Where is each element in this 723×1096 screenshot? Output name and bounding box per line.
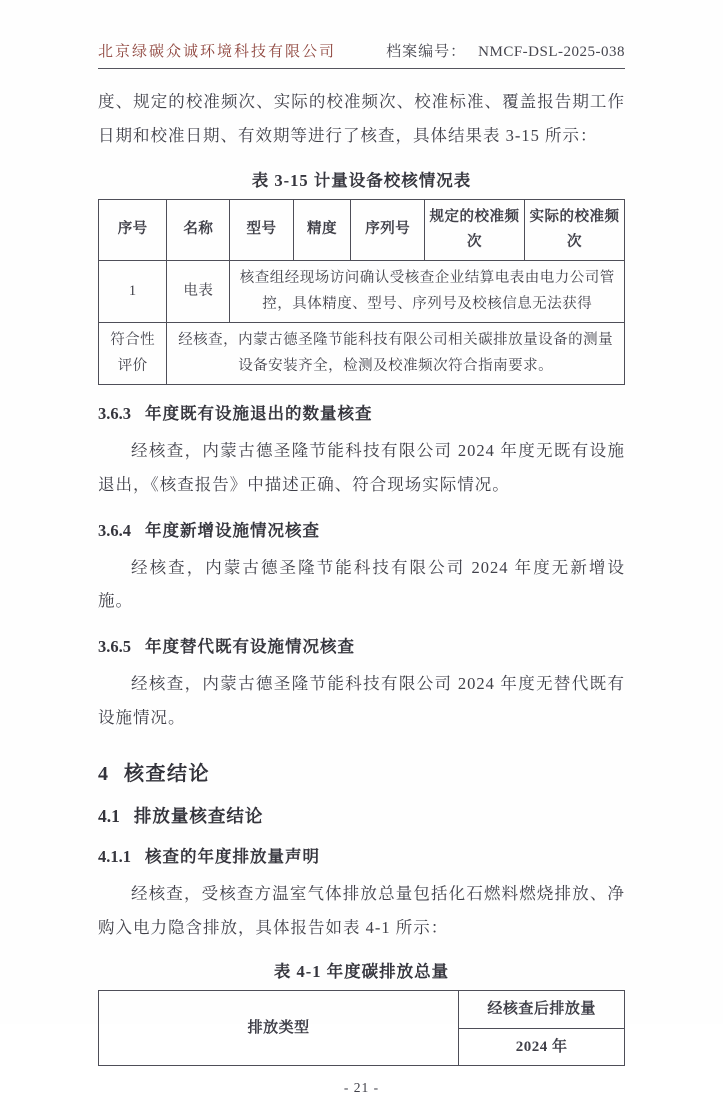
section-heading-4-1 [98, 803, 625, 828]
chapter-title: 核查结论 [124, 762, 210, 785]
section-body-3-6-5: 经核查，内蒙古德圣隆节能科技有限公司 2024 年度无替代既有设施情况。 [98, 674, 625, 727]
section-title: 年度既有设施退出的数量核查 [145, 403, 373, 423]
section-title: 核查的年度排放量声明 [145, 846, 320, 866]
col-header-no: 序号 [99, 199, 167, 261]
section-heading-4-1-1 [98, 843, 625, 867]
conformity-label-cell [99, 323, 167, 385]
col-header-name: 名称 [167, 199, 230, 261]
table-4-1-header-row-1 [99, 991, 625, 1028]
section-body-4-1-1: 经核查，受核查方温室气体排放总量包括化石燃料燃烧排放、净购入电力隐含排放，具体报告如表 4-1 所示： [98, 883, 625, 937]
device-note-cell: 核查组经现场访问确认受核查企业结算电表由电力公司管控，具体精度、型号、序列号及校核信息无法获得 [230, 261, 625, 323]
col-header-precision: 精度 [293, 199, 351, 261]
conformity-label-line2: 评价 [117, 357, 148, 374]
page-header [98, 40, 625, 69]
conformity-label-line1: 符合性 [110, 332, 156, 349]
table-3-15-title: 表 3-15 计量设备校核情况表 [251, 170, 472, 190]
emission-type-header: 排放类型 [99, 991, 459, 1066]
table-3-15-header-row [99, 199, 625, 261]
section-number: 3.6.5 [98, 637, 131, 657]
section-title: 排放量核查结论 [133, 805, 264, 826]
verified-emission-header: 经核查后排放量 [459, 991, 625, 1028]
col-header-actual-freq: 实际的校准频次 [525, 199, 625, 261]
table-3-15 [98, 199, 625, 385]
archive-label: 档案编号： [386, 44, 467, 60]
device-name-cell: 电表 [167, 261, 230, 323]
section-number: 3.6.4 [98, 520, 131, 540]
col-header-model: 型号 [230, 199, 293, 261]
table-row-conformity [99, 323, 625, 385]
device-no-cell: 1 [99, 261, 167, 323]
conformity-note-cell: 经核查，内蒙古德圣隆节能科技有限公司相关碳排放量设备的测量设备安装齐全，检测及校准频次符合指南要求。 [167, 323, 625, 385]
section-heading-3-6-3 [98, 400, 625, 424]
table-4-1-title: 表 4-1 年度碳排放总量 [273, 962, 450, 982]
table-row-device [99, 261, 625, 323]
company-name: 北京绿碳众诚环境科技有限公司 [98, 44, 337, 60]
section-heading-3-6-5 [98, 633, 625, 657]
archive-number: NMCF-DSL-2025-038 [478, 44, 625, 60]
section-number: 3.6.3 [98, 403, 131, 423]
section-title: 年度替代既有设施情况核查 [145, 637, 355, 657]
col-header-required-freq: 规定的校准频次 [425, 199, 525, 261]
year-header: 2024 年 [459, 1028, 625, 1065]
archive-number-block [386, 40, 625, 61]
section-body-3-6-3: 经核查，内蒙古德圣隆节能科技有限公司 2024 年度无既有设施退出，《核查报告》中描述正确、符合现场实际情况。 [98, 440, 625, 494]
section-number: 4.1.1 [98, 846, 131, 866]
section-title: 年度新增设施情况核查 [145, 520, 320, 540]
section-body-3-6-4: 经核查，内蒙古德圣隆节能科技有限公司 2024 年度无新增设施。 [98, 557, 625, 611]
section-heading-3-6-4 [98, 517, 625, 541]
intro-paragraph: 度、规定的校准频次、实际的校准频次、校准标准、覆盖报告期工作日期和校准日期、有效期等进行了核查，具体结果表 3-15 所示： [98, 92, 625, 145]
chapter-number: 4 [98, 762, 108, 785]
section-number: 4.1 [98, 805, 120, 826]
chapter-heading-4 [98, 757, 625, 786]
table-4-1 [98, 990, 625, 1066]
col-header-serial: 序列号 [351, 199, 425, 261]
page-number: - 21 - [343, 1079, 380, 1095]
